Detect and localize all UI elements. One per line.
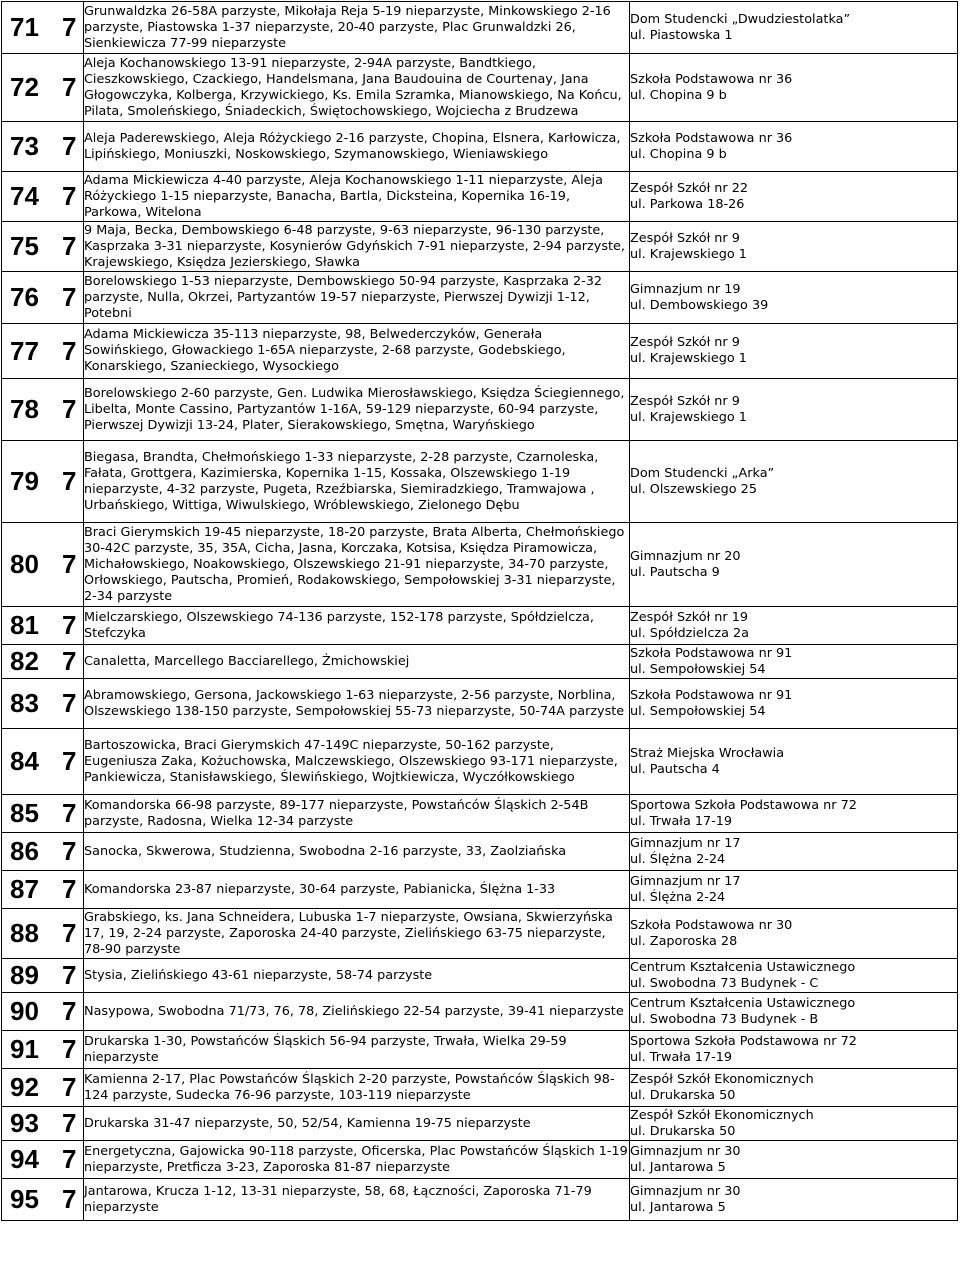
polling-place-address: ul. Jantarowa 5 (630, 1199, 726, 1215)
district-number-cell (2, 172, 84, 222)
polling-place-address: ul. Sempołowskiej 54 (630, 703, 766, 719)
streets-cell: Komandorska 23-87 nieparzyste, 30-64 parzyste, Pabianicka, Ślężna 1-33 (84, 871, 630, 909)
streets-cell: Abramowskiego, Gersona, Jackowskiego 1-63 nieparzyste, 2-56 parzyste, Norblina, Olszewskiego 138-150 parzyste, Sempołowskiej 55-73 nieparzyste, 50-74A parzyste (84, 679, 630, 729)
polling-place-cell (630, 441, 958, 523)
polling-place-address: ul. Drukarska 50 (630, 1123, 736, 1139)
polling-place-name: Zespół Szkół nr 9 (630, 230, 740, 246)
district-number-cell (2, 1107, 84, 1141)
streets-cell: Adama Mickiewicza 4-40 parzyste, Aleja Kochanowskiego 1-11 nieparzyste, Aleja Różyckiego 1-15 nieparzyste, Banacha, Bartla, Dicksteina, Kopernika 16-19, Parkowa, Witelona (84, 172, 630, 222)
polling-place-name: Szkoła Podstawowa nr 30 (630, 917, 793, 933)
polling-place-address: ul. Parkowa 18-26 (630, 196, 745, 212)
member-count: 7 (62, 1034, 77, 1064)
streets-cell: Bartoszowicka, Braci Gierymskich 47-149C nieparzyste, 50-162 parzyste, Eugeniusza Zaka, Kożuchowska, Malczewskiego, Olszewskiego 93-171 nieparzyste, Pankiewicza, Stanisławskiego, Ślewińskiego, Wojtkiewicza, Wyczółkowskiego (84, 729, 630, 795)
streets-cell: Braci Gierymskich 19-45 nieparzyste, 18-20 parzyste, Brata Alberta, Chełmońskiego 30-42C parzyste, 35, 35A, Cicha, Jasna, Korczaka, Kotsisa, Księdza Piramowicza, Michałowskiego, Noakowskiego, Olszewskiego 21-91 nieparzyste, 34-70 parzyste, Orłowskiego, Pautscha, Promień, Rodakowskiego, Sempołowskiej 3-31 nieparzyste, 2-34 parzyste (84, 523, 630, 607)
member-count: 7 (62, 466, 77, 496)
polling-place-name: Zespół Szkół nr 9 (630, 335, 740, 350)
district-number: 92 (10, 1072, 39, 1102)
member-count: 7 (62, 1072, 77, 1102)
streets-cell: Mielczarskiego, Olszewskiego 74-136 parzyste, 152-178 parzyste, Spółdzielcza, Stefczyka (84, 607, 630, 645)
polling-place-cell (630, 1031, 958, 1069)
polling-place-cell (630, 523, 958, 607)
district-number-cell (2, 272, 84, 324)
polling-place-cell (630, 959, 958, 993)
district-number: 95 (10, 1184, 39, 1214)
polling-place-name: Sportowa Szkoła Podstawowa nr 72 (630, 797, 857, 813)
polling-place-address: ul. Swobodna 73 Budynek - B (630, 1011, 819, 1027)
district-number: 72 (10, 72, 39, 102)
polling-place-address: ul. Jantarowa 5 (630, 1159, 726, 1175)
district-number-cell (2, 795, 84, 833)
polling-place-address: ul. Chopina 9 b (630, 146, 727, 162)
district-number: 93 (10, 1108, 39, 1138)
polling-place-name: Gimnazjum nr 30 (630, 1143, 741, 1159)
polling-place-cell (630, 272, 958, 324)
table-row (2, 379, 958, 441)
streets-cell: Biegasa, Brandta, Chełmońskiego 1-33 nieparzyste, 2-28 parzyste, Czarnoleska, Fałata, Grottgera, Kazimierska, Kopernika 1-15, Kossaka, Olszewskiego 1-19 nieparzyste, 4-32 parzyste, Pugeta, Rzeźbiarska, Siemiradzkiego, Tramwajowa , Urbańskiego, Wittiga, Wiwulskiego, Wróblewskiego, Zielonego Dębu (84, 441, 630, 523)
district-number: 79 (10, 466, 39, 496)
polling-place-cell (630, 172, 958, 222)
district-number-cell (2, 871, 84, 909)
table-row (2, 833, 958, 871)
polling-place-cell (630, 607, 958, 645)
district-number: 82 (10, 646, 39, 676)
polling-place-name: Gimnazjum nr 30 (630, 1183, 741, 1199)
streets-cell: Adama Mickiewicza 35-113 nieparzyste, 98, Belwederczyków, Generała Sowińskiego, Głowackiego 1-65A nieparzyste, 2-68 parzyste, Godebskiego, Konarskiego, Szanieckiego, Wysockiego (84, 324, 630, 379)
streets-cell: Nasypowa, Swobodna 71/73, 76, 78, Zielińskiego 22-54 parzyste, 39-41 nieparzyste (84, 993, 630, 1031)
streets-cell: Grunwaldzka 26-58A parzyste, Mikołaja Reja 5-19 nieparzyste, Minkowskiego 2-16 parzyste, Piastowska 1-37 nieparzyste, 20-40 parzyste, Plac Grunwaldzki 26, Sienkiewicza 77-99 nieparzyste (84, 2, 630, 54)
polling-place-cell (630, 729, 958, 795)
table-row (2, 679, 958, 729)
polling-place-name: Gimnazjum nr 17 (630, 835, 741, 851)
polling-place-name: Zespół Szkół nr 9 (630, 393, 740, 409)
polling-place-address: ul. Swobodna 73 Budynek - C (630, 975, 819, 991)
polling-place-cell (630, 993, 958, 1031)
polling-place-address: ul. Krajewskiego 1 (630, 351, 747, 366)
district-number: 90 (10, 996, 39, 1026)
polling-place-cell (630, 1179, 958, 1221)
polling-place-cell (630, 833, 958, 871)
member-count: 7 (62, 549, 77, 579)
table-row (2, 795, 958, 833)
district-number: 85 (10, 798, 39, 828)
polling-place-cell (630, 1107, 958, 1141)
polling-place-name: Szkoła Podstawowa nr 36 (630, 71, 793, 87)
district-number: 83 (10, 688, 39, 718)
table-row (2, 607, 958, 645)
polling-place-cell (630, 379, 958, 441)
polling-place-cell (630, 909, 958, 959)
district-number: 76 (10, 282, 39, 312)
streets-cell: Kamienna 2-17, Plac Powstańców Śląskich 2-20 parzyste, Powstańców Śląskich 98-124 parzyste, Sudecka 76-96 parzyste, 103-119 nieparzyste (84, 1069, 630, 1107)
table-body (2, 2, 958, 1221)
district-number: 75 (10, 231, 39, 261)
table-row (2, 729, 958, 795)
table-row (2, 222, 958, 272)
district-number: 80 (10, 549, 39, 579)
member-count: 7 (62, 646, 77, 676)
polling-place-name: Sportowa Szkoła Podstawowa nr 72 (630, 1033, 857, 1049)
district-number-cell (2, 993, 84, 1031)
polling-place-cell (630, 679, 958, 729)
polling-place-address: ul. Trwała 17-19 (630, 813, 733, 829)
member-count: 7 (62, 1184, 77, 1214)
district-number-cell (2, 379, 84, 441)
streets-cell: Borelowskiego 2-60 parzyste, Gen. Ludwika Mierosławskiego, Księdza Ściegiennego, Libelta, Monte Cassino, Partyzantów 1-16A, 59-129 nieparzyste, 60-94 parzyste, Pierwszej Dywizji 13-24, Plater, Sierakowskiego, Smętna, Waryńskiego (84, 379, 630, 441)
table-row (2, 272, 958, 324)
district-number: 86 (10, 836, 39, 866)
member-count: 7 (62, 335, 77, 366)
district-number-cell (2, 54, 84, 122)
district-number-cell (2, 959, 84, 993)
streets-cell: Grabskiego, ks. Jana Schneidera, Lubuska 1-7 nieparzyste, Owsiana, Skwierzyńska 17, 19, 2-24 parzyste, Zaporoska 24-40 parzyste, Zielińskiego 63-75 nieparzyste, 78-90 parzyste (84, 909, 630, 959)
district-number: 73 (10, 131, 39, 161)
member-count: 7 (62, 394, 77, 424)
member-count: 7 (62, 282, 77, 312)
polling-place-cell (630, 2, 958, 54)
district-number: 81 (10, 610, 39, 640)
member-count: 7 (62, 1108, 77, 1138)
polling-place-name: Zespół Szkół nr 19 (630, 609, 749, 625)
district-number: 84 (10, 746, 39, 776)
polling-place-cell (630, 645, 958, 679)
polling-place-cell (630, 222, 958, 272)
table-row (2, 645, 958, 679)
district-number-cell (2, 833, 84, 871)
district-number: 91 (10, 1034, 39, 1064)
district-number-cell (2, 122, 84, 172)
polling-place-name: Centrum Kształcenia Ustawicznego (630, 995, 856, 1011)
district-number: 88 (10, 918, 39, 948)
polling-place-cell (630, 122, 958, 172)
table-row (2, 324, 958, 379)
polling-place-cell (630, 1069, 958, 1107)
member-count: 7 (62, 960, 77, 990)
district-number: 71 (10, 12, 39, 42)
polling-place-address: ul. Drukarska 50 (630, 1087, 736, 1103)
streets-cell: Drukarska 1-30, Powstańców Śląskich 56-94 parzyste, Trwała, Wielka 29-59 nieparzyste (84, 1031, 630, 1069)
member-count: 7 (62, 72, 77, 102)
polling-place-address: ul. Piastowska 1 (630, 27, 733, 43)
member-count: 7 (62, 131, 77, 161)
polling-place-name: Dom Studencki „Dwudziestolatka” (630, 11, 851, 27)
streets-cell: Sanocka, Skwerowa, Studzienna, Swobodna 2-16 parzyste, 33, Zaolziańska (84, 833, 630, 871)
streets-cell: Komandorska 66-98 parzyste, 89-177 nieparzyste, Powstańców Śląskich 2-54B parzyste, Radosna, Wielka 12-34 parzyste (84, 795, 630, 833)
table-row (2, 54, 958, 122)
district-number: 87 (10, 874, 39, 904)
polling-place-address: ul. Ślężna 2-24 (630, 889, 726, 905)
polling-place-name: Szkoła Podstawowa nr 36 (630, 130, 793, 146)
table-row (2, 959, 958, 993)
polling-place-address: ul. Trwała 17-19 (630, 1049, 733, 1065)
district-number-cell (2, 1031, 84, 1069)
polling-place-name: Dom Studencki „Arka” (630, 465, 775, 481)
table-row (2, 122, 958, 172)
polling-place-address: ul. Olszewskiego 25 (630, 481, 757, 497)
district-number-cell (2, 2, 84, 54)
streets-cell: Stysia, Zielińskiego 43-61 nieparzyste, 58-74 parzyste (84, 959, 630, 993)
table-row (2, 1141, 958, 1179)
member-count: 7 (62, 746, 77, 776)
polling-place-cell (630, 54, 958, 122)
district-number: 74 (10, 181, 39, 211)
table-row (2, 1069, 958, 1107)
member-count: 7 (62, 688, 77, 718)
streets-cell: Canaletta, Marcellego Bacciarellego, Żmichowskiej (84, 645, 630, 679)
polling-place-address: ul. Krajewskiego 1 (630, 409, 747, 425)
polling-place-address: ul. Dembowskiego 39 (630, 297, 769, 313)
member-count: 7 (62, 231, 77, 261)
polling-place-address: ul. Spółdzielcza 2a (630, 625, 749, 641)
table-row (2, 2, 958, 54)
streets-cell: 9 Maja, Becka, Dembowskiego 6-48 parzyste, 9-63 nieparzyste, 96-130 parzyste, Kasprzaka 3-31 nieparzyste, Kosynierów Gdyńskich 7-91 nieparzyste, 2-94 parzyste, Krajewskiego, Księdza Jezierskiego, Sławka (84, 222, 630, 272)
polling-place-address: ul. Krajewskiego 1 (630, 246, 747, 262)
polling-place-name: Zespół Szkół Ekonomicznych (630, 1107, 814, 1123)
district-table (1, 1, 958, 1221)
polling-place-name: Straż Miejska Wrocławia (630, 745, 785, 761)
member-count: 7 (62, 798, 77, 828)
district-number-cell (2, 222, 84, 272)
streets-cell: Energetyczna, Gajowicka 90-118 parzyste, Oficerska, Plac Powstańców Śląskich 1-19 nieparzyste, Pretficza 3-23, Zaporoska 81-87 nieparzyste (84, 1141, 630, 1179)
table-row (2, 523, 958, 607)
streets-cell: Jantarowa, Krucza 1-12, 13-31 nieparzyste, 58, 68, Łączności, Zaporoska 71-79 nieparzyste (84, 1179, 630, 1221)
table-row (2, 172, 958, 222)
table-row (2, 441, 958, 523)
district-number-cell (2, 523, 84, 607)
member-count: 7 (62, 1144, 77, 1174)
polling-place-name: Szkoła Podstawowa nr 91 (630, 645, 793, 661)
polling-place-name: Centrum Kształcenia Ustawicznego (630, 959, 856, 975)
member-count: 7 (62, 610, 77, 640)
polling-place-name: Gimnazjum nr 19 (630, 281, 741, 297)
polling-place-name: Szkoła Podstawowa nr 91 (630, 687, 793, 703)
district-number-cell (2, 679, 84, 729)
table-row (2, 1107, 958, 1141)
polling-place-address: ul. Chopina 9 b (630, 87, 727, 103)
polling-place-name: Zespół Szkół nr 22 (630, 180, 749, 196)
polling-place-cell (630, 324, 958, 379)
table-row (2, 871, 958, 909)
district-number-cell (2, 909, 84, 959)
table-row (2, 1031, 958, 1069)
streets-cell: Borelowskiego 1-53 nieparzyste, Dembowskiego 50-94 parzyste, Kasprzaka 2-32 parzyste, Nulla, Okrzei, Partyzantów 19-57 nieparzyste, Pierwszej Dywizji 1-12, Potebni (84, 272, 630, 324)
member-count: 7 (62, 874, 77, 904)
polling-place-address: ul. Sempołowskiej 54 (630, 661, 766, 677)
district-number-cell (2, 1069, 84, 1107)
streets-cell: Drukarska 31-47 nieparzyste, 50, 52/54, Kamienna 19-75 nieparzyste (84, 1107, 630, 1141)
member-count: 7 (62, 996, 77, 1026)
district-number-cell (2, 1141, 84, 1179)
polling-place-cell (630, 1141, 958, 1179)
member-count: 7 (62, 181, 77, 211)
district-number-cell (2, 441, 84, 523)
streets-cell: Aleja Paderewskiego, Aleja Różyckiego 2-16 parzyste, Chopina, Elsnera, Karłowicza, Lipińskiego, Moniuszki, Noskowskiego, Szymanowskiego, Wieniawskiego (84, 122, 630, 172)
table-row (2, 909, 958, 959)
district-number-cell (2, 607, 84, 645)
member-count: 7 (62, 918, 77, 948)
district-number: 89 (10, 960, 39, 990)
polling-place-cell (630, 871, 958, 909)
table-row (2, 993, 958, 1031)
polling-place-address: ul. Zaporoska 28 (630, 933, 738, 949)
district-number-cell (2, 1179, 84, 1221)
streets-cell: Aleja Kochanowskiego 13-91 nieparzyste, 2-94A parzyste, Bandtkiego, Cieszkowskiego, Czackiego, Handelsmana, Jana Baudouina de Courtenay, Jana Głogowczyka, Kolberga, Krzywickiego, Ks. Emila Szramka, Mianowskiego, Na Końcu, Pilata, Smoleńskiego, Śniadeckich, Świętochowskiego, Wojciecha z Brudzewa (84, 54, 630, 122)
polling-place-address: ul. Pautscha 9 (630, 564, 720, 580)
district-number-cell (2, 324, 84, 379)
polling-place-name: Zespół Szkół Ekonomicznych (630, 1071, 814, 1087)
district-number: 78 (10, 394, 39, 424)
district-number: 77 (10, 335, 39, 366)
member-count: 7 (62, 836, 77, 866)
district-number-cell (2, 645, 84, 679)
polling-place-name: Gimnazjum nr 20 (630, 548, 741, 564)
table-row (2, 1179, 958, 1221)
polling-place-cell (630, 795, 958, 833)
polling-place-name: Gimnazjum nr 17 (630, 873, 741, 889)
district-number: 94 (10, 1144, 39, 1174)
polling-place-address: ul. Ślężna 2-24 (630, 851, 726, 867)
district-number-cell (2, 729, 84, 795)
member-count: 7 (62, 12, 77, 42)
polling-place-address: ul. Pautscha 4 (630, 761, 720, 777)
